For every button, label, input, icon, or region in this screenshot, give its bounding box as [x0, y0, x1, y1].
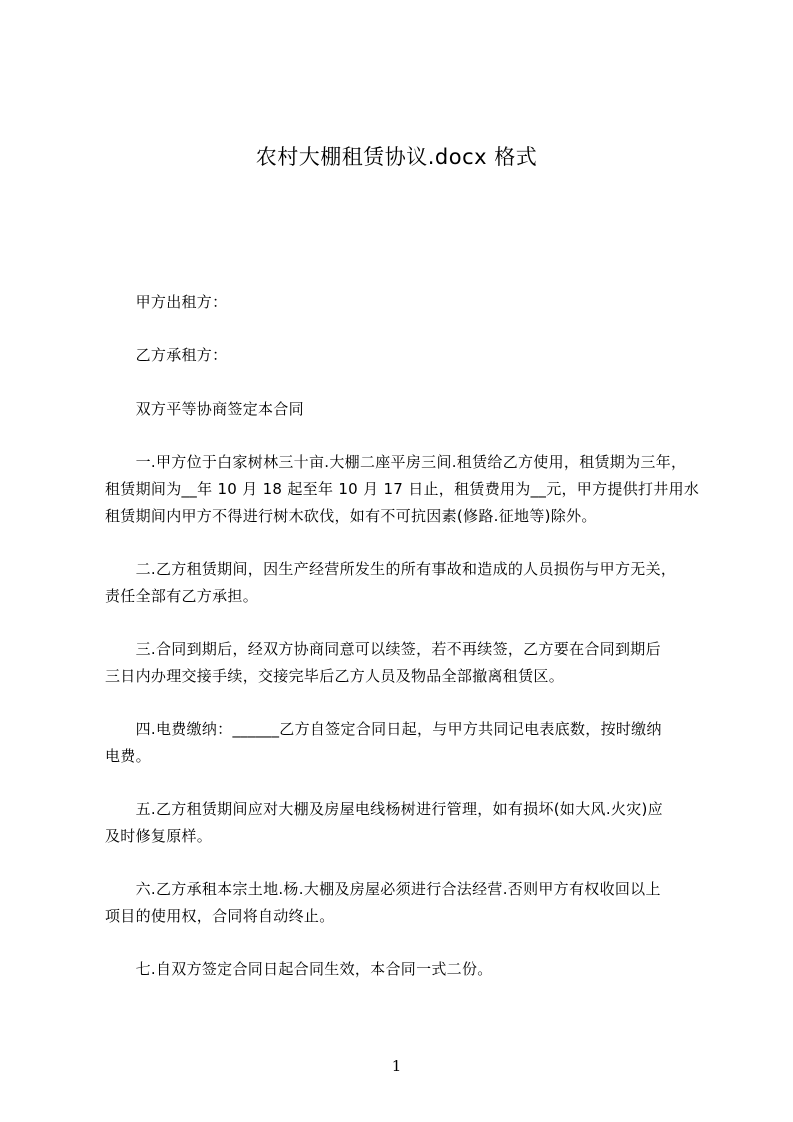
text-line: 二.乙方租赁期间，因生产经营所发生的所有事故和造成的人员损伤与甲方无关， [105, 560, 677, 578]
text-line: 项目的使用权，合同将自动终止。 [105, 907, 335, 925]
text-line: 乙方承租方： [105, 346, 228, 364]
text-line: 三.合同到期后，经双方协商同意可以续签，若不再续签，乙方要在合同到期后 [105, 640, 661, 658]
text-line: 及时修复原样。 [105, 827, 213, 845]
text-line: 一.甲方位于白家树林三十亩.大棚二座平房三间.租赁给乙方使用，租赁期为三年， [105, 453, 687, 471]
text-line: 双方平等协商签定本合同 [105, 400, 304, 418]
text-line: 三日内办理交接手续，交接完毕后乙方人员及物品全部撤离租赁区。 [105, 667, 565, 685]
text-line: 租赁期间为__年 10 月 18 起至年 10 月 17 日止，租赁费用为__元，甲方提供打井用水 [105, 480, 700, 498]
text-line: 租赁期间内甲方不得进行树木砍伐，如有不可抗因素(修路.征地等)除外。 [105, 507, 597, 525]
text-line: 四.电费缴纳：______乙方自签定合同日起，与甲方共同记电表底数，按时缴纳 [105, 720, 662, 738]
text-line: 电费。 [105, 747, 151, 765]
text-line: 五.乙方租赁期间应对大棚及房屋电线杨树进行管理，如有损坏(如大风.火灾)应 [105, 800, 663, 818]
text-line: 七.自双方签定合同日起合同生效，本合同一式二份。 [105, 960, 493, 978]
text-line: 六.乙方承租本宗土地.杨.大棚及房屋必须进行合法经营.否则甲方有权收回以上 [105, 880, 661, 898]
text-line: 甲方出租方： [105, 293, 228, 311]
page-number: 1 [391, 1057, 402, 1075]
document-title: 农村大棚租赁协议.docx 格式 [255, 145, 538, 169]
text-line: 责任全部有乙方承担。 [105, 587, 259, 605]
